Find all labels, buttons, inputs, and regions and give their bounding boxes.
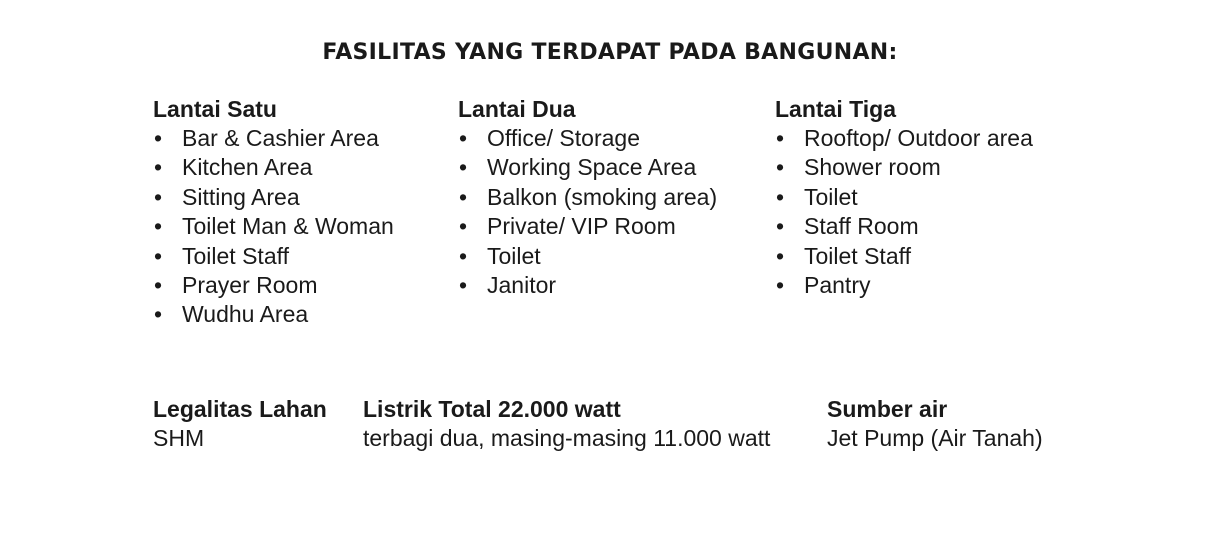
- list-item: [775, 124, 1033, 153]
- bullet-icon: •: [459, 154, 468, 181]
- info-value: Jet Pump (Air Tanah): [827, 425, 1043, 451]
- list-item-label: Staff Room: [804, 213, 919, 240]
- bullet-icon: •: [459, 183, 468, 210]
- bullet-icon: •: [776, 272, 785, 299]
- bullet-icon: •: [459, 242, 468, 269]
- facility-list: [153, 124, 394, 330]
- bullet-icon: •: [459, 213, 468, 240]
- floor-heading: Lantai Satu: [153, 96, 277, 122]
- list-item: [458, 183, 717, 212]
- list-item: [153, 153, 394, 182]
- list-item: [775, 183, 1033, 212]
- list-item-label: Pantry: [804, 272, 871, 299]
- bullet-icon: •: [154, 213, 163, 240]
- info-heading: Sumber air: [827, 396, 948, 422]
- list-item: [153, 271, 394, 300]
- info-heading: Listrik Total 22.000 watt: [363, 396, 621, 422]
- info-sumber-air: [827, 394, 1043, 453]
- list-item: [775, 271, 1033, 300]
- bullet-icon: •: [776, 242, 785, 269]
- bullet-icon: •: [154, 272, 163, 299]
- list-item-label: Kitchen Area: [182, 154, 313, 181]
- list-item: [458, 212, 717, 241]
- info-value: terbagi dua, masing-masing 11.000 watt: [363, 425, 771, 451]
- list-item-label: Bar & Cashier Area: [182, 125, 379, 151]
- bullet-icon: •: [776, 183, 785, 210]
- page-title: FASILITAS YANG TERDAPAT PADA BANGUNAN:: [322, 40, 898, 65]
- list-item: [458, 124, 717, 153]
- info-legalitas-lahan: [153, 394, 327, 453]
- bullet-icon: •: [459, 272, 468, 299]
- facility-list: [775, 124, 1033, 300]
- bullet-icon: •: [154, 125, 163, 151]
- bullet-icon: •: [154, 301, 163, 328]
- bullet-icon: •: [776, 154, 785, 181]
- list-item-label: Balkon (smoking area): [487, 183, 718, 210]
- list-item-label: Toilet Staff: [804, 242, 911, 269]
- list-item-label: Working Space Area: [487, 154, 697, 181]
- info-heading: Legalitas Lahan: [153, 396, 327, 422]
- bullet-icon: •: [154, 183, 163, 210]
- list-item-label: Office/ Storage: [487, 125, 640, 151]
- list-item: [153, 300, 394, 329]
- floor-section-lantai-dua: [458, 94, 717, 300]
- bullet-icon: •: [154, 242, 163, 269]
- list-item: [458, 153, 717, 182]
- list-item: [775, 153, 1033, 182]
- floor-heading: Lantai Dua: [458, 96, 576, 122]
- list-item: [458, 242, 717, 271]
- list-item-label: Toilet Staff: [182, 242, 289, 269]
- facility-list: [458, 124, 717, 300]
- list-item-label: Wudhu Area: [182, 301, 309, 328]
- list-item-label: Toilet Man & Woman: [182, 213, 394, 240]
- list-item-label: Toilet: [487, 242, 541, 269]
- list-item: [153, 212, 394, 241]
- list-item: [458, 271, 717, 300]
- bullet-icon: •: [154, 154, 163, 181]
- bullet-icon: •: [459, 125, 468, 151]
- info-value: SHM: [153, 425, 205, 451]
- info-listrik-total: [363, 394, 770, 453]
- floor-heading: Lantai Tiga: [775, 96, 896, 122]
- list-item: [153, 183, 394, 212]
- list-item: [153, 124, 394, 153]
- list-item-label: Prayer Room: [182, 272, 318, 299]
- list-item-label: Toilet: [804, 183, 858, 210]
- list-item-label: Janitor: [487, 272, 557, 299]
- list-item-label: Rooftop/ Outdoor area: [804, 125, 1033, 151]
- list-item-label: Shower room: [804, 154, 941, 181]
- bullet-icon: •: [776, 213, 785, 240]
- list-item-label: Private/ VIP Room: [487, 213, 676, 240]
- list-item: [775, 212, 1033, 241]
- list-item: [153, 242, 394, 271]
- floor-section-lantai-satu: [153, 94, 394, 330]
- list-item: [775, 242, 1033, 271]
- bullet-icon: •: [776, 125, 785, 151]
- list-item-label: Sitting Area: [182, 183, 300, 210]
- floor-section-lantai-tiga: [775, 94, 1033, 300]
